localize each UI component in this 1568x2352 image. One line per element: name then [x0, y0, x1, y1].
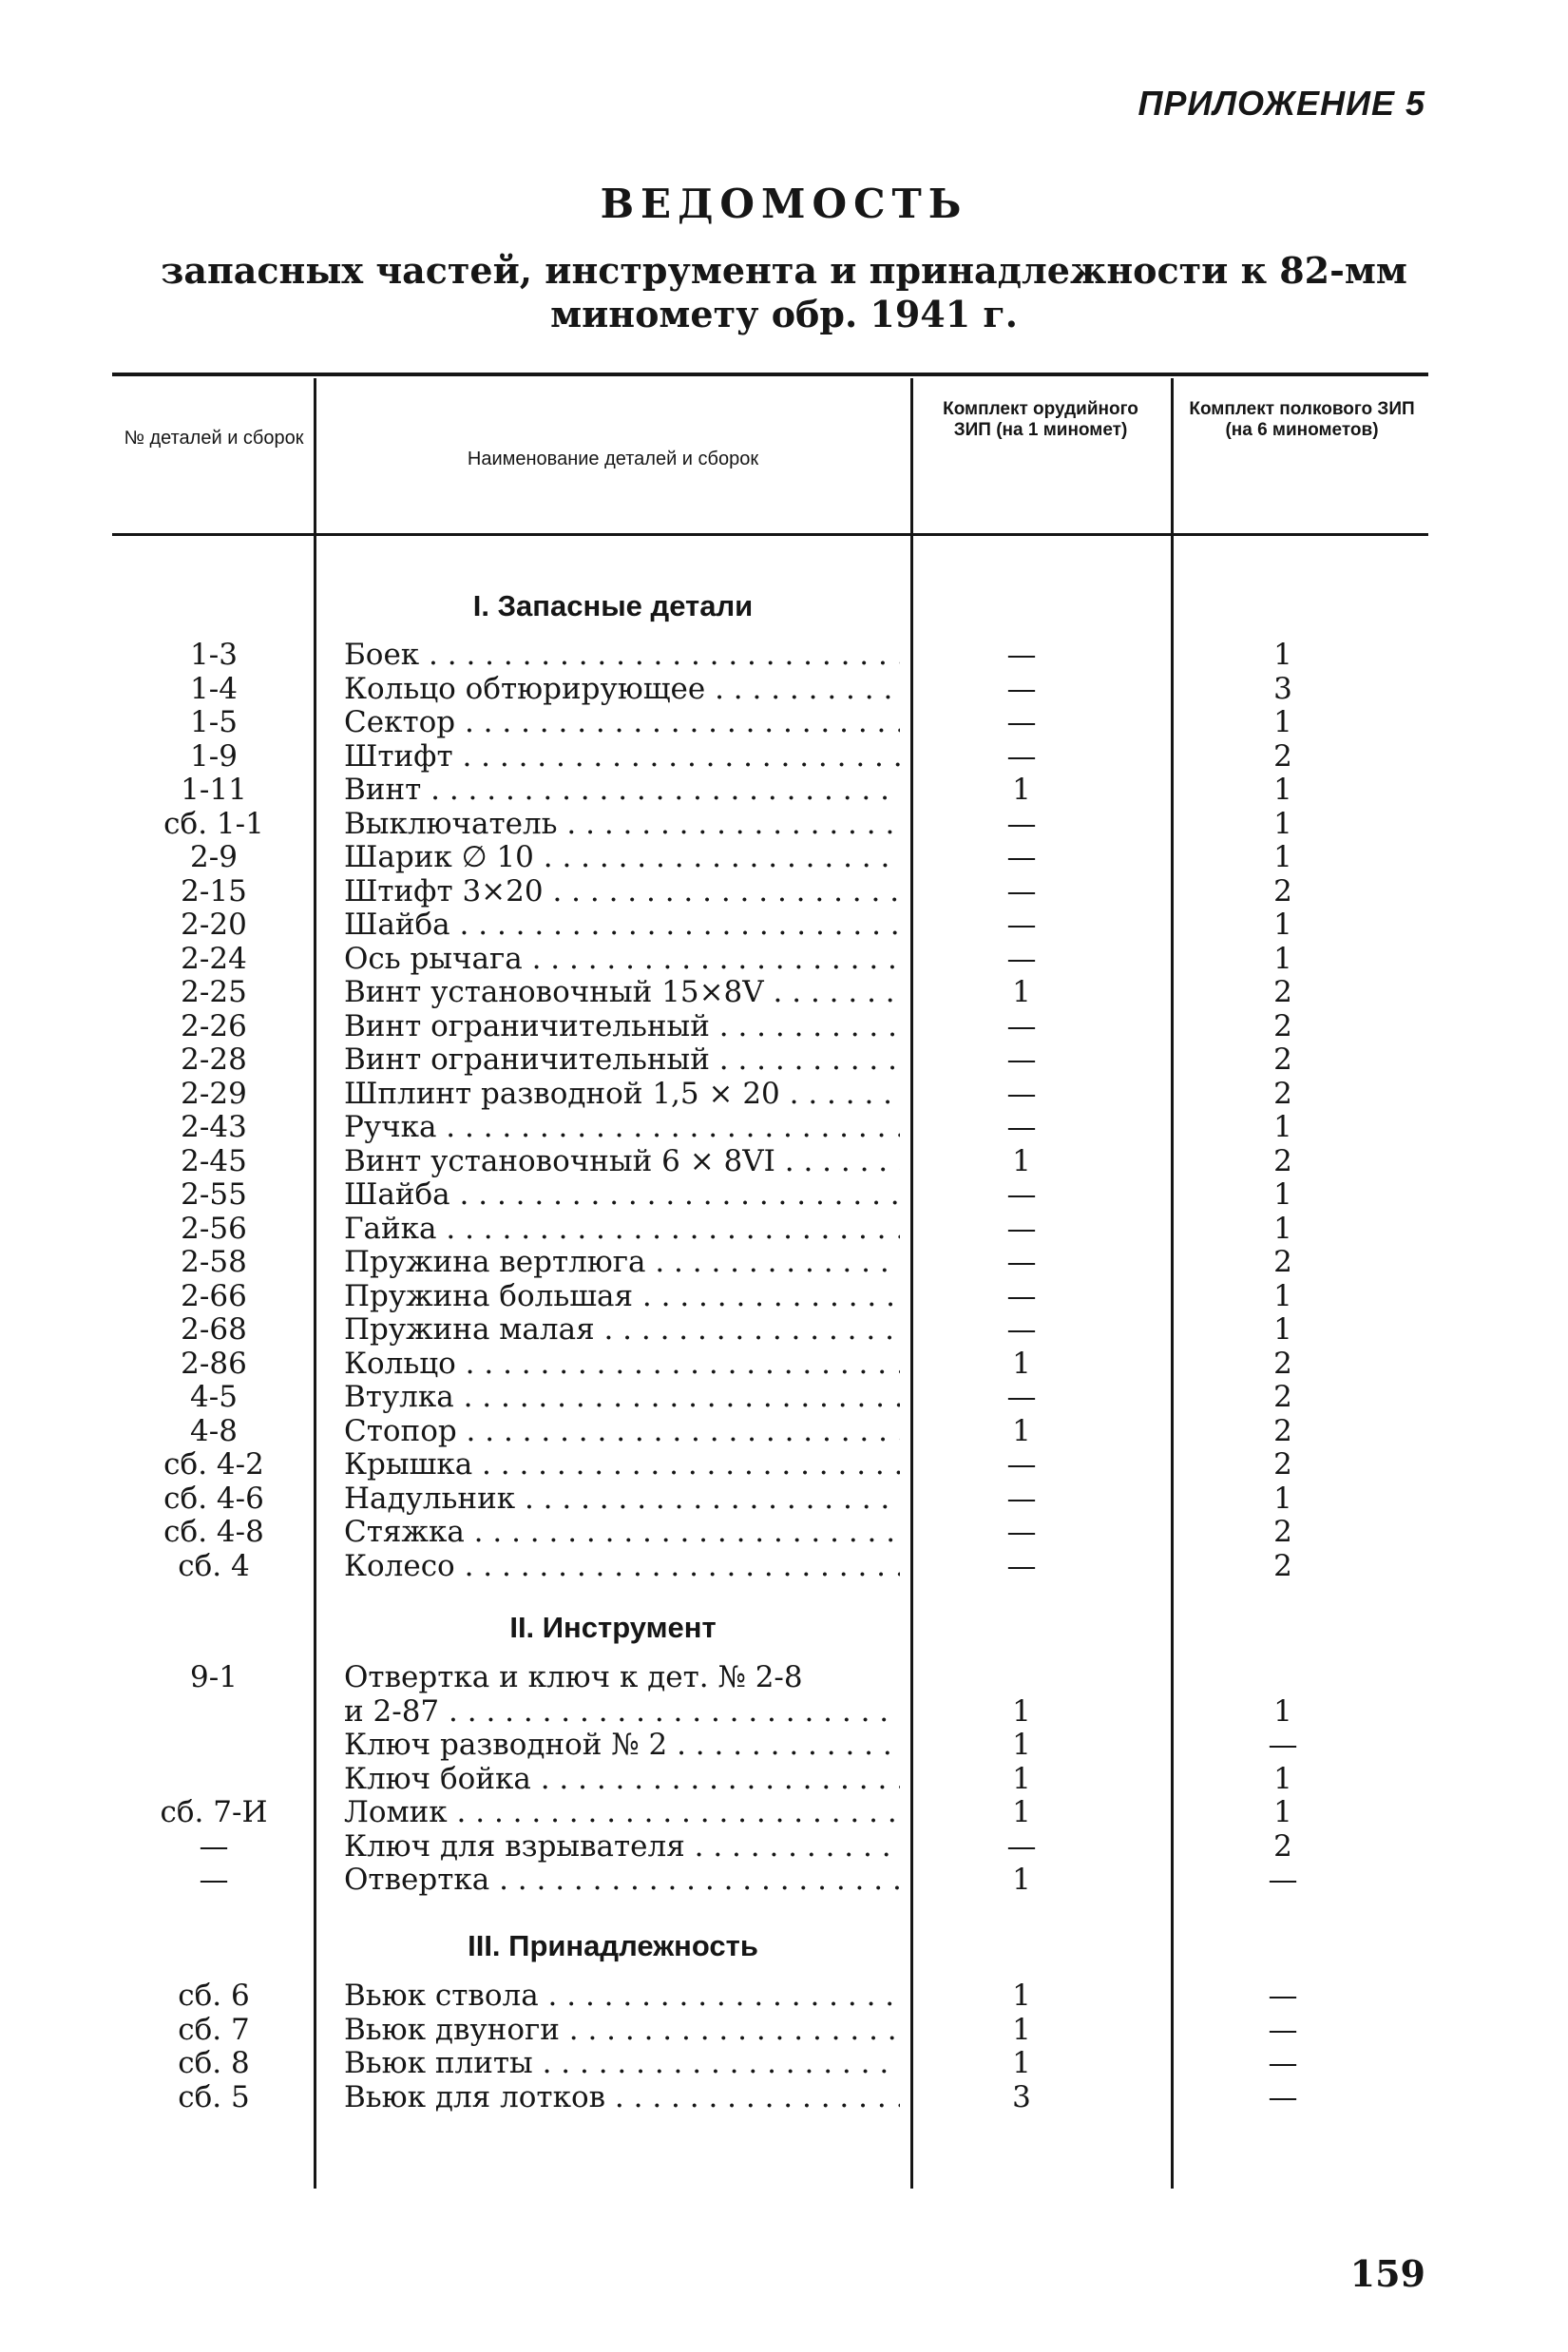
regiment-kit-qty: 2	[1273, 738, 1292, 774]
part-number: 1-9	[190, 738, 238, 774]
gun-kit-qty: 1	[1012, 2012, 1031, 2047]
gun-kit-qty: —	[1006, 1076, 1037, 1111]
table-row	[0, 1695, 1568, 1730]
part-name: Вьюк двуноги . . .	[344, 2014, 900, 2048]
part-name: Отвертка и ключ к дет. № 2-8	[344, 1661, 803, 1694]
part-number: 2-55	[181, 1177, 247, 1212]
part-name: Штифт . . .	[344, 740, 900, 774]
part-number: 2-58	[181, 1245, 247, 1279]
regiment-kit-qty: 1	[1273, 1481, 1292, 1516]
part-name: Кольцо . . .	[344, 1348, 900, 1382]
section-spare-parts: I. Запасные детали	[472, 589, 754, 622]
part-name: Колесо . . .	[344, 1550, 900, 1584]
section-tools: II. Инструмент	[509, 1611, 717, 1644]
part-number: 1-3	[190, 638, 238, 672]
part-number: 2-45	[181, 1143, 247, 1178]
part-number: —	[199, 1863, 229, 1897]
gun-kit-qty: —	[1006, 1008, 1037, 1043]
regiment-kit-qty: 2	[1273, 1828, 1292, 1864]
subtitle-line-1: запасных частей, инструмента и принадлежности к 82-мм	[161, 249, 1407, 292]
gun-kit-qty: —	[1006, 1211, 1037, 1246]
part-number: сб. 1-1	[163, 806, 264, 841]
gun-kit-qty: —	[1006, 738, 1037, 774]
gun-kit-qty: —	[1006, 638, 1037, 672]
regiment-kit-qty: 2	[1273, 1346, 1292, 1381]
part-name: Ключ бойка . . .	[344, 1763, 900, 1797]
regiment-kit-qty: 2	[1273, 1548, 1292, 1583]
table-row	[0, 1415, 1568, 1449]
part-number: 2-28	[181, 1042, 247, 1077]
table-top-rule	[112, 373, 1428, 376]
subtitle-line-2: миномету обр. 1941 г.	[550, 293, 1018, 335]
regiment-kit-qty: —	[1268, 2079, 1298, 2114]
part-number: 2-68	[181, 1312, 247, 1347]
regiment-kit-qty: 1	[1273, 941, 1292, 976]
regiment-kit-qty: 1	[1273, 638, 1292, 672]
regiment-kit-qty: 2	[1273, 1515, 1292, 1549]
gun-kit-qty: —	[1006, 1278, 1037, 1313]
regiment-kit-qty: 2	[1273, 873, 1292, 908]
part-name: Шайба . . .	[344, 1178, 900, 1213]
table-row	[0, 1796, 1568, 1830]
table-row	[0, 1763, 1568, 1797]
regiment-kit-qty: 1	[1273, 1177, 1292, 1212]
gun-kit-qty: —	[1006, 671, 1037, 706]
gun-kit-qty: —	[1006, 1245, 1037, 1279]
part-number: сб. 4-2	[163, 1447, 264, 1482]
table-row	[0, 908, 1568, 943]
part-name: Пружина вертлюга . . .	[344, 1246, 900, 1280]
part-name: Кольцо обтюрирующее . . .	[344, 673, 900, 707]
part-name: Винт ограничительный . . .	[344, 1043, 900, 1078]
header-regiment-kit: Комплект полкового ЗИП (на 6 минометов)	[1189, 399, 1415, 440]
gun-kit-qty: 1	[1012, 975, 1031, 1009]
part-number: 2-24	[181, 941, 247, 976]
part-name: Стяжка . . .	[344, 1516, 900, 1550]
regiment-kit-qty: 2	[1273, 1143, 1292, 1178]
regiment-kit-qty: 1	[1273, 1110, 1292, 1144]
regiment-kit-qty: 3	[1273, 671, 1292, 706]
part-name: Ломик . . .	[344, 1796, 900, 1830]
regiment-kit-qty: —	[1268, 1728, 1298, 1762]
part-number: 2-43	[181, 1110, 247, 1144]
part-number: 2-56	[181, 1211, 247, 1246]
table-row	[0, 1178, 1568, 1213]
part-name: Шайба . . .	[344, 908, 900, 943]
table-row	[0, 1043, 1568, 1078]
table-row	[0, 774, 1568, 808]
table-row	[0, 1010, 1568, 1044]
part-name: Винт ограничительный . . .	[344, 1010, 900, 1044]
part-name: Пружина малая . . .	[344, 1313, 900, 1348]
appendix-label: ПРИЛОЖЕНИЕ 5	[1138, 84, 1425, 123]
gun-kit-qty: —	[1006, 1515, 1037, 1549]
part-name: Ключ для взрывателя . . .	[344, 1830, 900, 1864]
part-name: Винт установочный 15×8V . . .	[344, 976, 900, 1010]
table-row	[0, 639, 1568, 673]
part-number: сб. 4	[178, 1548, 250, 1583]
gun-kit-qty: —	[1006, 1481, 1037, 1516]
part-number: 1-5	[190, 705, 238, 739]
gun-kit-qty: 1	[1012, 773, 1031, 807]
part-name: Сектор . . .	[344, 706, 900, 740]
gun-kit-qty: 1	[1012, 1693, 1031, 1729]
part-number: —	[199, 1828, 229, 1864]
regiment-kit-qty: 1	[1273, 1312, 1292, 1347]
regiment-kit-qty: 2	[1273, 1380, 1292, 1414]
part-name: Гайка . . .	[344, 1213, 900, 1247]
part-name: Вьюк для лотков . . .	[344, 2081, 900, 2115]
part-name: Боек . . .	[344, 639, 900, 673]
gun-kit-qty: 1	[1012, 1863, 1031, 1897]
table-row	[0, 1280, 1568, 1314]
page-number: 159	[1349, 2252, 1425, 2295]
regiment-kit-qty: —	[1268, 1863, 1298, 1897]
part-name: Штифт 3×20 . . .	[344, 875, 900, 909]
regiment-kit-qty: 1	[1273, 1761, 1292, 1796]
part-name: Крышка . . .	[344, 1448, 900, 1482]
table-row	[0, 1979, 1568, 2014]
part-number: сб. 8	[178, 2046, 250, 2080]
regiment-kit-qty: 1	[1273, 806, 1292, 841]
gun-kit-qty: 1	[1012, 1346, 1031, 1381]
part-name: Вьюк плиты . . .	[344, 2047, 900, 2081]
regiment-kit-qty: 1	[1273, 705, 1292, 739]
regiment-kit-qty: 2	[1273, 1076, 1292, 1111]
table-row	[0, 1111, 1568, 1145]
regiment-kit-qty: 2	[1273, 975, 1292, 1009]
regiment-kit-qty: 2	[1273, 1245, 1292, 1279]
regiment-kit-qty: 1	[1273, 1211, 1292, 1246]
gun-kit-qty: —	[1006, 1447, 1037, 1482]
part-name: Выключатель . . .	[344, 808, 900, 842]
header-num: № деталей и сборок	[124, 428, 304, 449]
table-row	[0, 673, 1568, 707]
part-name: Стопор . . .	[344, 1415, 900, 1449]
table-row	[0, 1246, 1568, 1280]
gun-kit-qty: —	[1006, 873, 1037, 908]
part-number: сб. 4-6	[163, 1481, 264, 1516]
table-row	[0, 1313, 1568, 1348]
table-row	[0, 1864, 1568, 1898]
regiment-kit-qty: —	[1268, 2012, 1298, 2047]
part-name: Надульник . . .	[344, 1482, 900, 1517]
gun-kit-qty: —	[1006, 1828, 1037, 1864]
gun-kit-qty: 1	[1012, 1143, 1031, 1178]
part-name: Ключ разводной № 2 . . .	[344, 1729, 900, 1763]
part-number: 2-66	[181, 1278, 247, 1313]
table-row	[0, 1482, 1568, 1517]
table-row	[0, 1729, 1568, 1763]
gun-kit-qty: 1	[1012, 1413, 1031, 1448]
gun-kit-qty: 1	[1012, 1728, 1031, 1762]
table-row	[0, 1078, 1568, 1112]
gun-kit-qty: 1	[1012, 1979, 1031, 2013]
part-number: 9-1	[190, 1660, 238, 1694]
regiment-kit-qty: —	[1268, 2046, 1298, 2080]
part-number: 1-11	[181, 773, 247, 807]
part-number: 1-4	[190, 671, 238, 706]
regiment-kit-qty: 1	[1273, 1693, 1292, 1729]
table-row	[0, 1145, 1568, 1179]
part-name: Ось рычага . . .	[344, 943, 900, 977]
part-number: сб. 7	[178, 2012, 250, 2047]
regiment-kit-qty: —	[1268, 1979, 1298, 2013]
table-row	[0, 2081, 1568, 2115]
gun-kit-qty: —	[1006, 705, 1037, 739]
table-row	[0, 943, 1568, 977]
gun-kit-qty: 1	[1012, 1795, 1031, 1829]
table-row	[0, 706, 1568, 740]
regiment-kit-qty: 1	[1273, 1795, 1292, 1829]
regiment-kit-qty: 2	[1273, 1447, 1292, 1482]
document-subtitle	[0, 249, 1568, 336]
part-number: сб. 4-8	[163, 1515, 264, 1549]
table-row	[0, 1348, 1568, 1382]
table-row	[0, 2014, 1568, 2048]
regiment-kit-qty: 2	[1273, 1413, 1292, 1448]
regiment-kit-qty: 2	[1273, 1042, 1292, 1077]
part-name: Ручка . . .	[344, 1111, 900, 1145]
gun-kit-qty: —	[1006, 1177, 1037, 1212]
gun-kit-qty: —	[1006, 1110, 1037, 1144]
part-number: 4-5	[190, 1380, 238, 1414]
table-row	[0, 976, 1568, 1010]
table-row	[0, 1381, 1568, 1415]
header-name: Наименование деталей и сборок	[467, 449, 759, 469]
part-number: 2-15	[181, 873, 247, 908]
table-row	[0, 1448, 1568, 1482]
gun-kit-qty: —	[1006, 908, 1037, 942]
table-row	[0, 808, 1568, 842]
regiment-kit-qty: 1	[1273, 908, 1292, 942]
gun-kit-qty: —	[1006, 1380, 1037, 1414]
part-name: Шарик ∅ 10 . . .	[344, 841, 900, 875]
header-bottom-rule	[112, 533, 1428, 536]
part-number: 2-86	[181, 1346, 247, 1381]
part-number: 4-8	[190, 1413, 238, 1448]
part-name: и 2-87 . . .	[344, 1695, 900, 1730]
regiment-kit-qty: 2	[1273, 1008, 1292, 1043]
part-name: Винт . . .	[344, 774, 900, 808]
table-row	[0, 1213, 1568, 1247]
part-number: 2-29	[181, 1076, 247, 1111]
regiment-kit-qty: 1	[1273, 1278, 1292, 1313]
section-accessories: III. Принадлежность	[468, 1929, 758, 1962]
part-name: Пружина большая . . .	[344, 1280, 900, 1314]
table-row	[0, 1550, 1568, 1584]
table-row	[0, 875, 1568, 909]
part-number: 2-26	[181, 1008, 247, 1043]
part-number: сб. 6	[178, 1979, 250, 2013]
gun-kit-qty: —	[1006, 1042, 1037, 1077]
part-name: Отвертка . . .	[344, 1864, 900, 1898]
table-row	[0, 2047, 1568, 2081]
table-row	[0, 1830, 1568, 1864]
part-name: Втулка . . .	[344, 1381, 900, 1415]
regiment-kit-qty: 1	[1273, 840, 1292, 874]
gun-kit-qty: —	[1006, 941, 1037, 976]
part-name: Винт установочный 6 × 8VI . . .	[344, 1145, 900, 1179]
part-name: Вьюк ствола . . .	[344, 1979, 900, 2014]
table-row	[0, 1516, 1568, 1550]
part-number: 2-20	[181, 908, 247, 942]
document-title: ВЕДОМОСТЬ	[600, 181, 968, 227]
table-row	[0, 841, 1568, 875]
regiment-kit-qty: 1	[1273, 773, 1292, 807]
gun-kit-qty: 1	[1012, 1761, 1031, 1796]
table-row	[0, 1661, 1568, 1695]
part-number: сб. 5	[178, 2079, 250, 2114]
part-number: 2-25	[181, 975, 247, 1009]
gun-kit-qty: 3	[1012, 2079, 1031, 2114]
part-number: сб. 7-И	[160, 1795, 268, 1829]
gun-kit-qty: —	[1006, 840, 1037, 874]
part-name: Шплинт разводной 1,5 × 20 . . .	[344, 1078, 900, 1112]
table-row	[0, 740, 1568, 774]
header-gun-kit: Комплект орудийного ЗИП (на 1 миномет)	[943, 399, 1138, 440]
part-number: 2-9	[190, 840, 238, 874]
gun-kit-qty: —	[1006, 1548, 1037, 1583]
gun-kit-qty: —	[1006, 806, 1037, 841]
gun-kit-qty: 1	[1012, 2046, 1031, 2080]
gun-kit-qty: —	[1006, 1312, 1037, 1347]
